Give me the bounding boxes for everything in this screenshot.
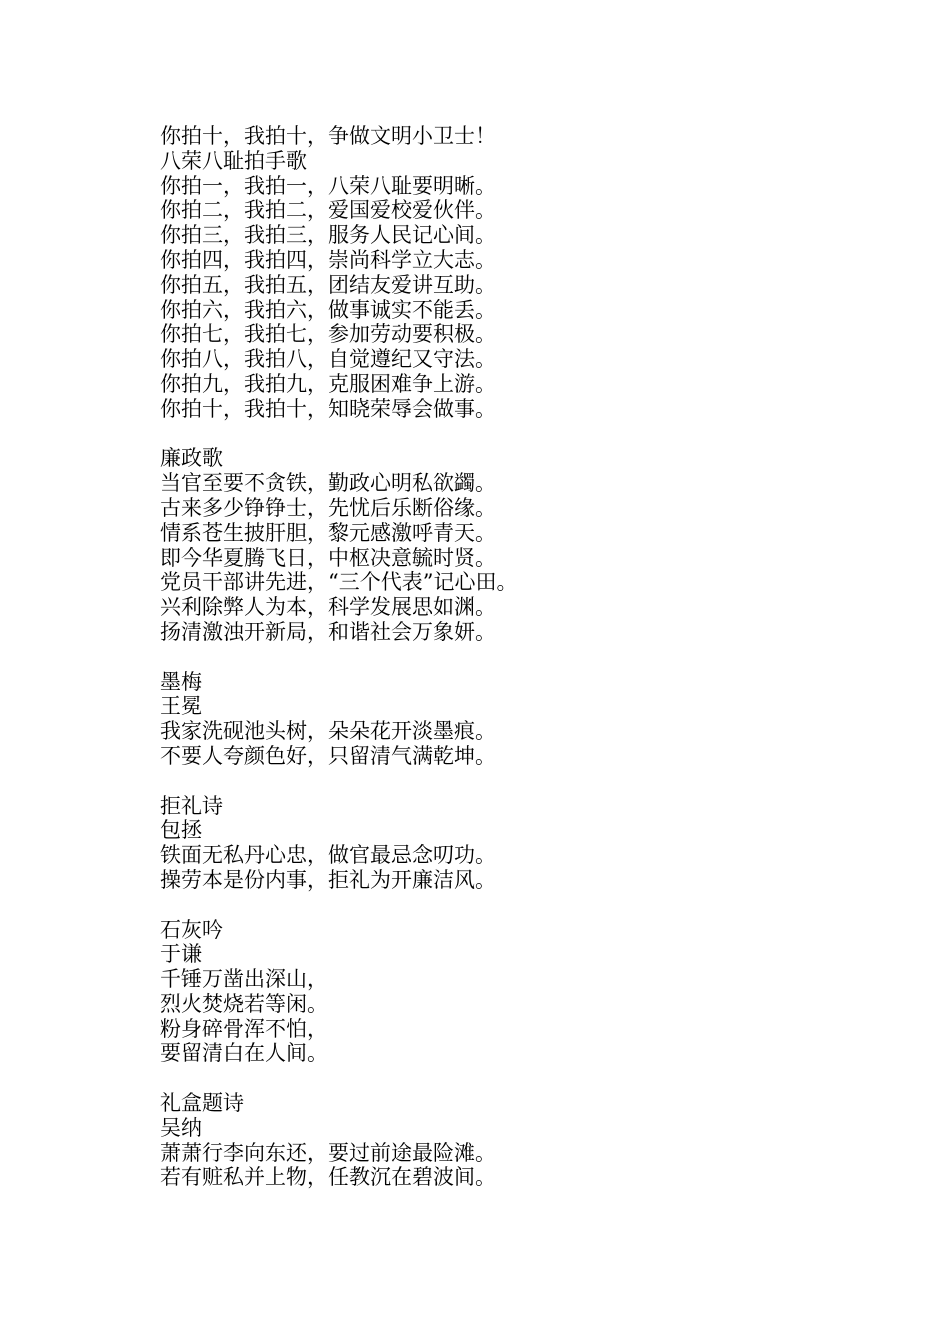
spacer: [160, 422, 920, 447]
poem-line: 粉身碎骨浑不怕，: [160, 1016, 328, 1041]
poem-line: 操劳本是份内事，拒礼为开廉洁风。: [160, 867, 496, 892]
poem-title: 廉政歌: [160, 446, 223, 471]
poem-line: 即今华夏腾飞日，中枢决意毓时贤。: [160, 545, 496, 570]
poem-author: 王冕: [160, 694, 202, 719]
poem-line: 你拍八，我拍八，自觉遵纪又守法。: [160, 347, 496, 372]
poem-line: 不要人夸颜色好，只留清气满乾坤。: [160, 743, 496, 768]
poem-line: 你拍一，我拍一，八荣八耻要明晰。: [160, 173, 496, 198]
spacer: [160, 893, 920, 918]
poem-line: 你拍十，我拍十，知晓荣辱会做事。: [160, 396, 496, 421]
poem-line: 你拍四，我拍四，崇尚科学立大志。: [160, 247, 496, 272]
spacer: [160, 645, 920, 670]
poem-section-ink-plum: [160, 670, 920, 769]
poem-line: 当官至要不贪铁，勤政心明私欲蠲。: [160, 471, 496, 496]
poem-author: 包拯: [160, 818, 202, 843]
poem-line: 千锤万凿出深山，: [160, 967, 328, 992]
poem-section-integrity-song: [160, 446, 920, 644]
spacer: [160, 1066, 920, 1091]
poem-title: 八荣八耻拍手歌: [160, 148, 307, 173]
poem-title: 石灰吟: [160, 917, 223, 942]
poem-line: 你拍九，我拍九，克服困难争上游。: [160, 371, 496, 396]
poem-section-lime-ode: [160, 918, 920, 1067]
poem-line: 你拍五，我拍五，团结友爱讲互助。: [160, 272, 496, 297]
poem-line: 烈火焚烧若等闲。: [160, 991, 328, 1016]
poem-author: 于谦: [160, 942, 202, 967]
poem-section-refuse-gift: [160, 794, 920, 893]
poem-author: 吴纳: [160, 1115, 202, 1140]
poem-line: 兴利除弊人为本，科学发展思如渊。: [160, 595, 496, 620]
poem-line: 你拍二，我拍二，爱国爱校爱伙伴。: [160, 198, 496, 223]
poem-section-gift-box: [160, 1091, 920, 1190]
poem-line: 你拍六，我拍六，做事诚实不能丢。: [160, 297, 496, 322]
poem-line: 萧萧行李向东还，要过前途最险滩。: [160, 1140, 496, 1165]
poem-line: 你拍三，我拍三，服务人民记心间。: [160, 223, 496, 248]
poem-line: 铁面无私丹心忠，做官最忌念叨功。: [160, 843, 496, 868]
poem-line: 我家洗砚池头树，朵朵花开淡墨痕。: [160, 719, 496, 744]
poem-title: 墨梅: [160, 669, 202, 694]
poem-line: 古来多少铮铮士，先忧后乐断俗缘。: [160, 495, 496, 520]
poem-title: 拒礼诗: [160, 793, 223, 818]
poem-line: 你拍七，我拍七，参加劳动要积极。: [160, 322, 496, 347]
poem-line: 若有赃私并上物，任教沉在碧波间。: [160, 1165, 496, 1190]
poem-line: 扬清激浊开新局，和谐社会万象妍。: [160, 619, 496, 644]
poem-title: 礼盒题诗: [160, 1091, 244, 1116]
poem-line: 要留清白在人间。: [160, 1041, 328, 1066]
document-body: [160, 124, 920, 1190]
poem-line: 情系苍生披肝胆，黎元感激呼青天。: [160, 520, 496, 545]
intro-line: 你拍十，我拍十，争做文明小卫士！: [160, 124, 496, 148]
poem-line: 党员干部讲先进，“三个代表”记心田。: [160, 570, 518, 595]
spacer: [160, 769, 920, 794]
poem-section-clap-song: [160, 149, 920, 422]
